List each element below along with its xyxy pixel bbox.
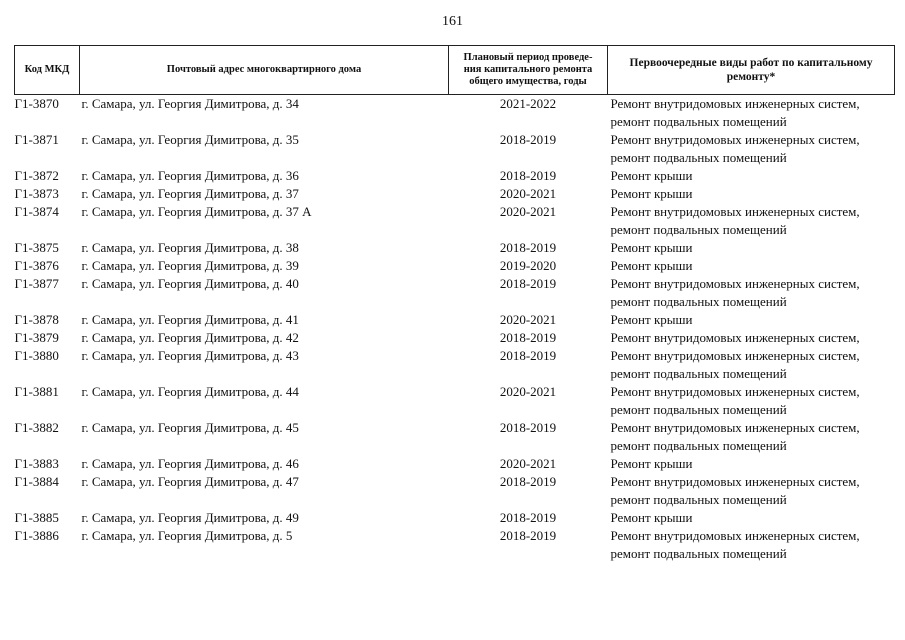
row-code: Г1-3876 (14, 258, 59, 273)
row-work-line1: Ремонт внутридомовых инженерных систем, (610, 384, 860, 399)
row-period: 2020-2021 (499, 384, 557, 399)
header-works-line2: ремонту* (726, 71, 776, 83)
row-period: 2018-2019 (499, 240, 557, 255)
row-works (608, 509, 895, 527)
row-work-line1: Ремонт крыши (610, 312, 693, 327)
row-period: 2020-2021 (499, 186, 557, 201)
row-period: 2018-2019 (499, 168, 557, 183)
row-address: г. Самара, ул. Георгия Димитрова, д. 38 (81, 240, 299, 255)
row-code: Г1-3878 (14, 312, 59, 327)
row-address: г. Самара, ул. Георгия Димитрова, д. 41 (81, 312, 299, 327)
row-works (608, 257, 895, 275)
row-address: г. Самара, ул. Георгия Димитрова, д. 35 (81, 132, 299, 147)
row-code: Г1-3873 (14, 186, 59, 201)
row-code: Г1-3877 (14, 276, 59, 291)
row-address: г. Самара, ул. Георгия Димитрова, д. 45 (81, 420, 299, 435)
row-address: г. Самара, ул. Георгия Димитрова, д. 43 (81, 348, 299, 363)
row-address: г. Самара, ул. Георгия Димитрова, д. 36 (81, 168, 299, 183)
table-row (15, 167, 895, 185)
table-row (15, 131, 895, 167)
header-works (608, 46, 895, 95)
row-code: Г1-3881 (14, 384, 59, 399)
header-period (449, 46, 608, 95)
table-row (15, 257, 895, 275)
row-work-line1: Ремонт внутридомовых инженерных систем, (610, 132, 860, 147)
row-code: Г1-3885 (14, 510, 59, 525)
row-code: Г1-3871 (14, 132, 59, 147)
row-address: г. Самара, ул. Георгия Димитрова, д. 37 (81, 186, 299, 201)
row-work-line1: Ремонт крыши (610, 240, 693, 255)
row-period: 2018-2019 (499, 420, 557, 435)
row-code: Г1-3872 (14, 168, 59, 183)
row-works (608, 131, 895, 167)
row-code: Г1-3875 (14, 240, 59, 255)
row-work-line1: Ремонт крыши (610, 456, 693, 471)
table-row (15, 347, 895, 383)
table-row (15, 239, 895, 257)
row-works (608, 347, 895, 383)
row-works (608, 473, 895, 509)
header-address: Почтовый адрес многоквартирного дома (80, 46, 449, 95)
row-work-line1: Ремонт внутридомовых инженерных систем, (610, 420, 860, 435)
table-row (15, 473, 895, 509)
row-works (608, 455, 895, 473)
row-work-line2: ремонт подвальных помещений (610, 546, 787, 561)
row-works (608, 167, 895, 185)
row-address: г. Самара, ул. Георгия Димитрова, д. 42 (81, 330, 299, 345)
table-body (15, 95, 895, 564)
row-address: г. Самара, ул. Георгия Димитрова, д. 39 (81, 258, 299, 273)
table-header (15, 46, 895, 95)
table-row (15, 203, 895, 239)
row-work-line1: Ремонт крыши (610, 258, 693, 273)
row-code: Г1-3874 (14, 204, 59, 219)
row-period: 2020-2021 (499, 312, 557, 327)
row-work-line1: Ремонт внутридомовых инженерных систем, (610, 330, 860, 345)
row-period: 2018-2019 (499, 276, 557, 291)
row-work-line1: Ремонт крыши (610, 510, 693, 525)
row-works (608, 275, 895, 311)
row-code: Г1-3883 (14, 456, 59, 471)
table-row (15, 527, 895, 563)
row-period: 2019-2020 (499, 258, 557, 273)
table-row (15, 419, 895, 455)
header-period-line3: общего имущества, годы (469, 76, 587, 87)
row-period: 2018-2019 (499, 348, 557, 363)
row-address: г. Самара, ул. Георгия Димитрова, д. 34 (81, 96, 299, 111)
row-works (608, 95, 895, 132)
table-row (15, 185, 895, 203)
row-work-line2: ремонт подвальных помещений (610, 150, 787, 165)
table-row (15, 329, 895, 347)
row-address: г. Самара, ул. Георгия Димитрова, д. 46 (81, 456, 299, 471)
row-code: Г1-3882 (14, 420, 59, 435)
row-work-line2: ремонт подвальных помещений (610, 222, 787, 237)
row-work-line1: Ремонт внутридомовых инженерных систем, (610, 528, 860, 543)
row-address: г. Самара, ул. Георгия Димитрова, д. 44 (81, 384, 299, 399)
row-work-line2: ремонт подвальных помещений (610, 294, 787, 309)
table-row (15, 383, 895, 419)
row-period: 2018-2019 (499, 330, 557, 345)
row-period: 2018-2019 (499, 510, 557, 525)
row-code: Г1-3870 (14, 96, 59, 111)
row-works (608, 311, 895, 329)
repair-table (14, 45, 895, 563)
row-work-line1: Ремонт внутридомовых инженерных систем, (610, 204, 860, 219)
row-works (608, 419, 895, 455)
row-works (608, 527, 895, 563)
row-work-line1: Ремонт внутридомовых инженерных систем, (610, 474, 860, 489)
row-period: 2018-2019 (499, 528, 557, 543)
row-address: г. Самара, ул. Георгия Димитрова, д. 37 А (81, 204, 312, 219)
page-number: 161 (442, 14, 463, 29)
row-code: Г1-3880 (14, 348, 59, 363)
row-code: Г1-3886 (14, 528, 59, 543)
row-work-line2: ремонт подвальных помещений (610, 366, 787, 381)
table-row (15, 455, 895, 473)
row-works (608, 383, 895, 419)
row-period: 2018-2019 (499, 132, 557, 147)
table-row (15, 95, 895, 132)
row-address: г. Самара, ул. Георгия Димитрова, д. 40 (81, 276, 299, 291)
header-period-line1: Плановый период проведе- (463, 52, 593, 63)
row-period: 2018-2019 (499, 474, 557, 489)
row-period: 2021-2022 (499, 96, 557, 111)
row-works (608, 239, 895, 257)
row-work-line1: Ремонт крыши (610, 168, 693, 183)
header-period-line2: ния капитального ремонта (463, 64, 593, 75)
header-works-line1: Первоочередные виды работ по капитальному (629, 57, 873, 69)
row-work-line1: Ремонт внутридомовых инженерных систем, (610, 348, 860, 363)
row-work-line1: Ремонт внутридомовых инженерных систем, (610, 276, 860, 291)
row-work-line2: ремонт подвальных помещений (610, 114, 787, 129)
row-code: Г1-3879 (14, 330, 59, 345)
row-address: г. Самара, ул. Георгия Димитрова, д. 49 (81, 510, 299, 525)
row-work-line1: Ремонт внутридомовых инженерных систем, (610, 96, 860, 111)
row-work-line2: ремонт подвальных помещений (610, 492, 787, 507)
row-work-line1: Ремонт крыши (610, 186, 693, 201)
row-works (608, 329, 895, 347)
header-code: Код МКД (15, 46, 80, 95)
row-address: г. Самара, ул. Георгия Димитрова, д. 47 (81, 474, 299, 489)
row-works (608, 203, 895, 239)
row-period: 2020-2021 (499, 456, 557, 471)
table-row (15, 311, 895, 329)
row-work-line2: ремонт подвальных помещений (610, 438, 787, 453)
table-row (15, 509, 895, 527)
row-works (608, 185, 895, 203)
row-code: Г1-3884 (14, 474, 59, 489)
row-address: г. Самара, ул. Георгия Димитрова, д. 5 (81, 528, 293, 543)
table-row (15, 275, 895, 311)
row-period: 2020-2021 (499, 204, 557, 219)
row-work-line2: ремонт подвальных помещений (610, 402, 787, 417)
